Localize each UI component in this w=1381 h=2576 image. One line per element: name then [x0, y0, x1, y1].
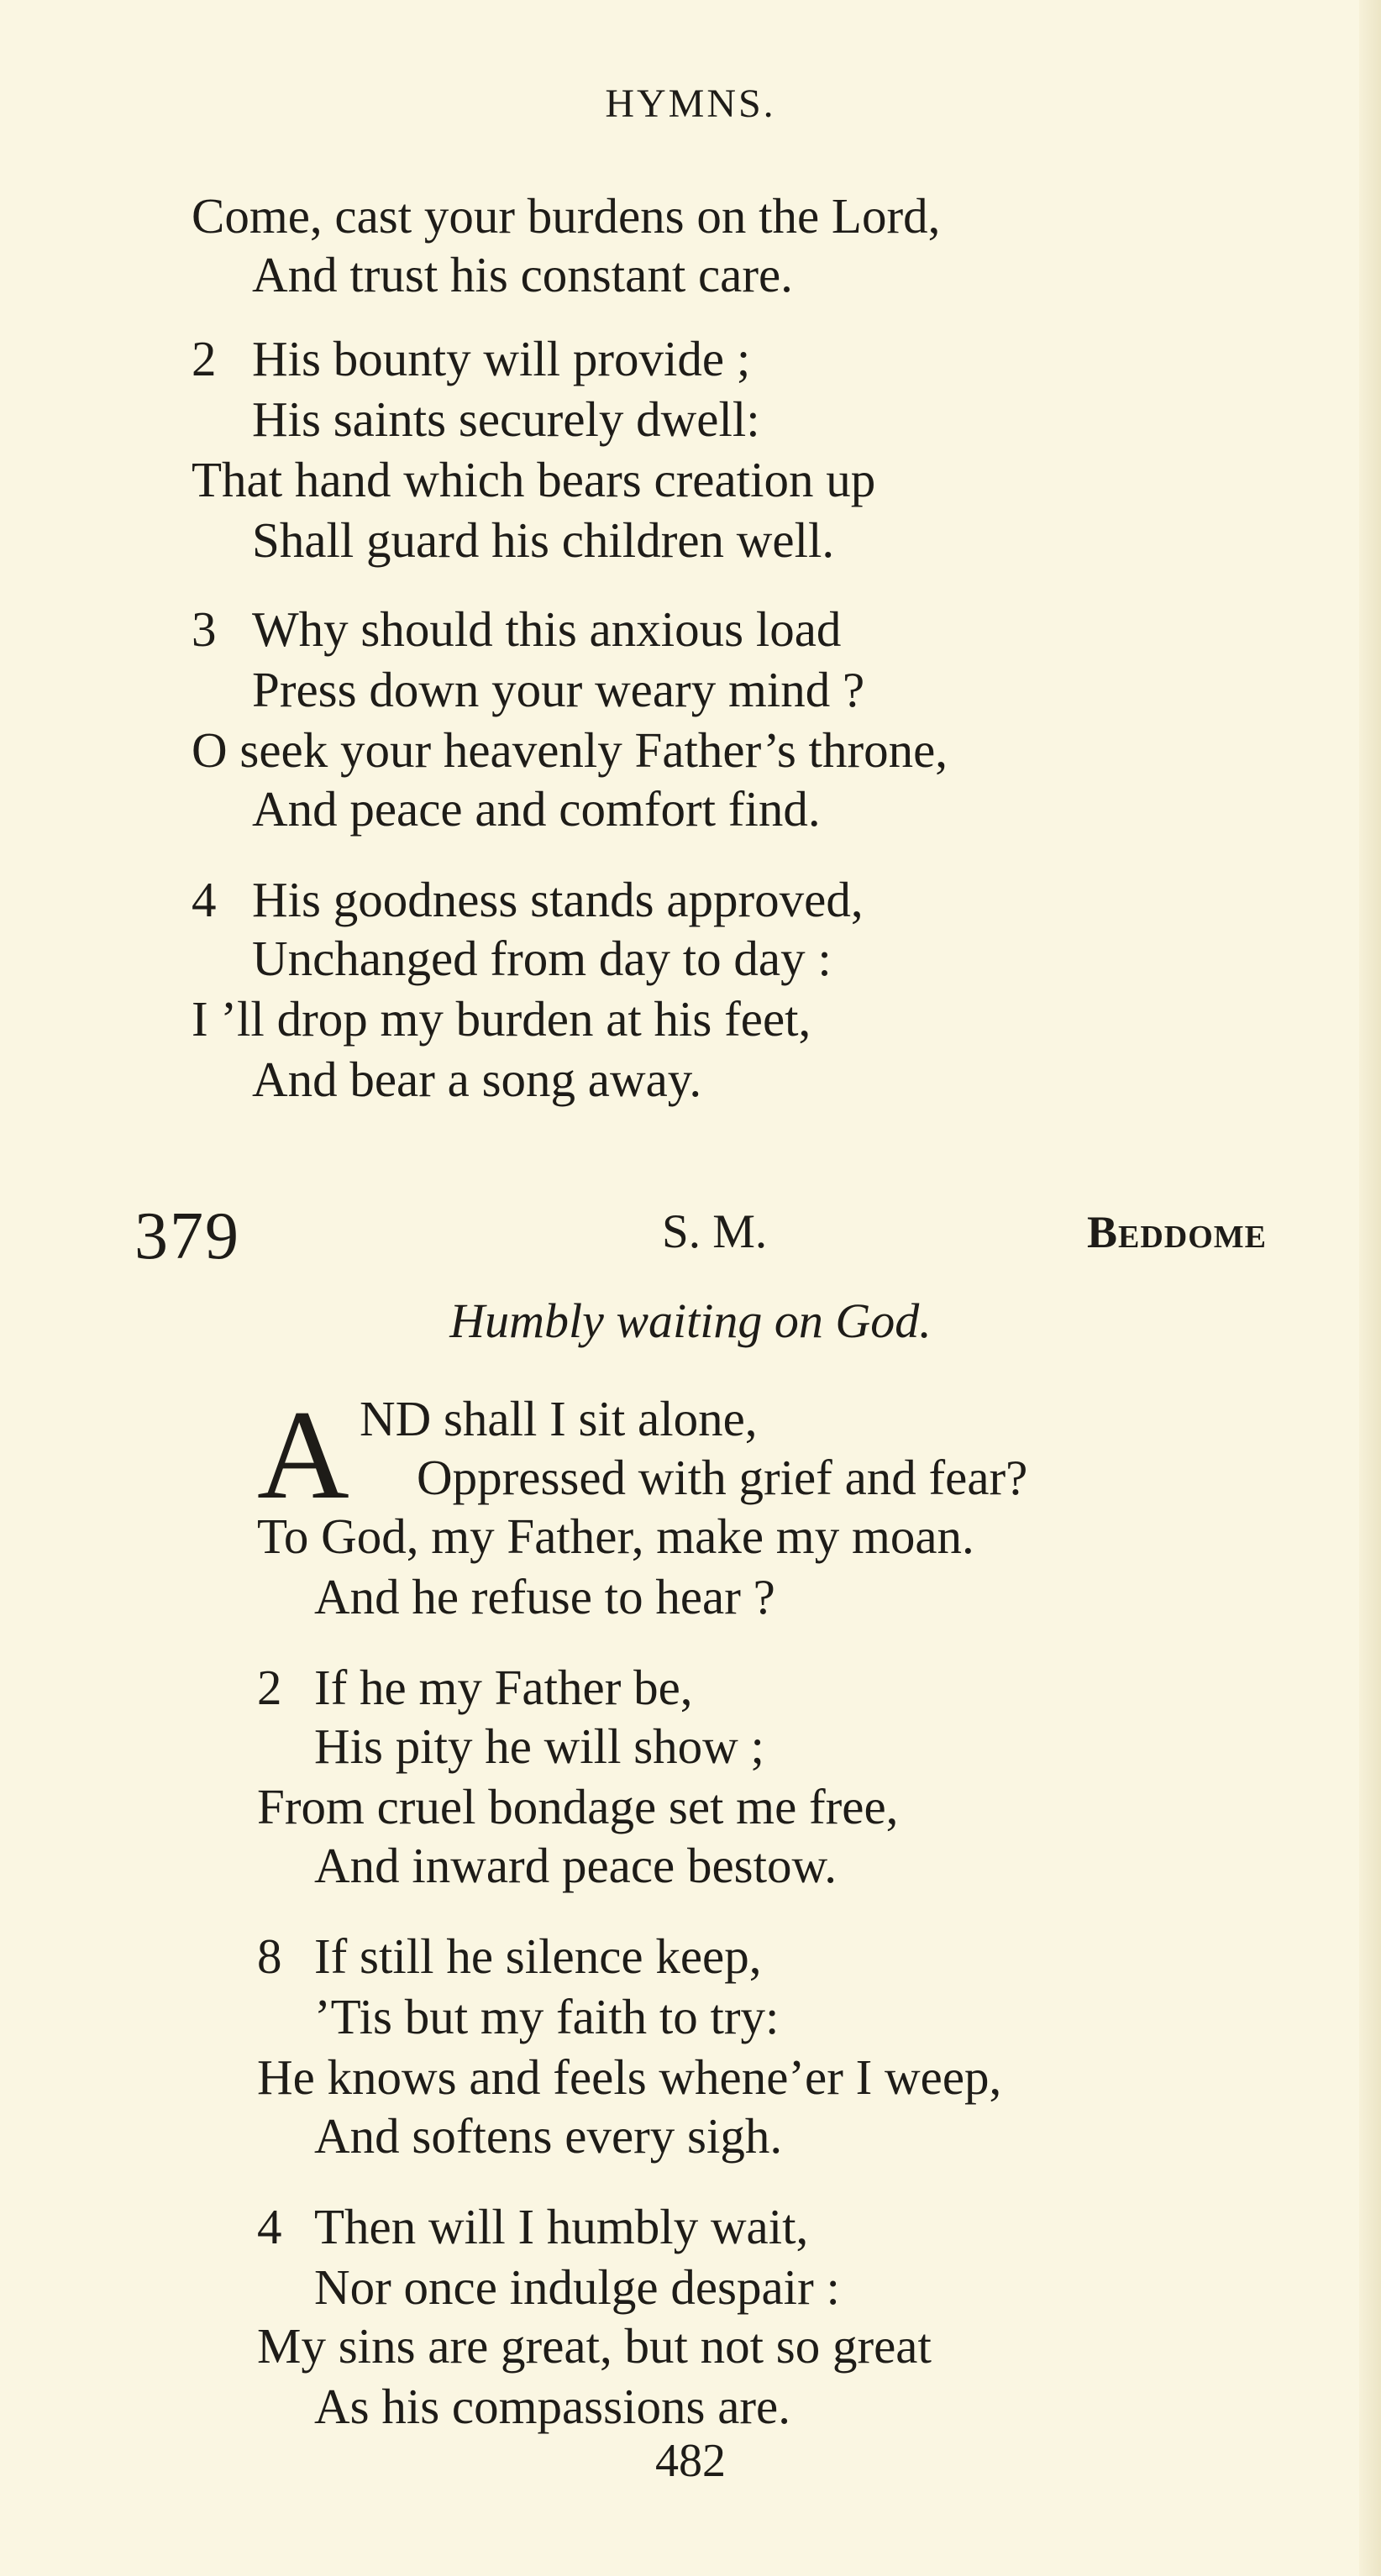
- drop-cap: A: [257, 1384, 349, 1525]
- stanza-number: 4: [257, 2199, 282, 2254]
- verse-line: To God, my Father, make my moan.: [257, 1508, 974, 1564]
- running-header: HYMNS.: [605, 81, 776, 126]
- verse-line: His saints securely dwell:: [252, 391, 760, 447]
- verse-line: And he refuse to hear ?: [314, 1569, 775, 1624]
- verse-line: My sins are great, but not so great: [257, 2318, 932, 2374]
- verse-line: Unchanged from day to day :: [252, 931, 832, 986]
- stanza-number: 3: [192, 601, 217, 657]
- verse-line: His pity he will show ;: [314, 1718, 764, 1774]
- verse-line: His goodness stands approved,: [252, 872, 864, 927]
- verse-line: O seek your heavenly Father’s throne,: [192, 722, 948, 778]
- stanza-number: 2: [192, 331, 217, 386]
- hymn-number: 379: [134, 1199, 240, 1273]
- verse-line: Press down your weary mind ?: [252, 662, 865, 717]
- verse-line: As his compassions are.: [314, 2379, 790, 2434]
- stanza-number: 2: [257, 1660, 282, 1715]
- verse-line: And bear a song away.: [252, 1052, 702, 1107]
- hymn-title: Humbly waiting on God.: [449, 1293, 932, 1348]
- verse-line: From cruel bondage set me free,: [257, 1779, 899, 1834]
- verse-line: ’Tis but my faith to try:: [314, 1989, 780, 2044]
- verse-line: Why should this anxious load: [252, 601, 842, 657]
- verse-line: If still he silence keep,: [314, 1928, 762, 1984]
- verse-line: And softens every sigh.: [314, 2108, 783, 2164]
- page-edge: [1359, 0, 1381, 2576]
- hymn-meter: S. M.: [662, 1205, 768, 1258]
- verse-line: If he my Father be,: [314, 1660, 693, 1715]
- verse-line: He knows and feels whene’er I weep,: [257, 2049, 1002, 2105]
- verse-line: Nor once indulge despair :: [314, 2259, 840, 2315]
- verse-line: And inward peace bestow.: [314, 1838, 838, 1893]
- stanza-number: 8: [257, 1928, 282, 1984]
- verse-line: And trust his constant care.: [252, 247, 793, 302]
- verse-line: And peace and comfort find.: [252, 781, 821, 837]
- stanza-number: 4: [192, 872, 217, 927]
- verse-line: Oppressed with grief and fear?: [417, 1450, 1028, 1505]
- hymn-tune-name: Beddome: [1087, 1207, 1268, 1257]
- page-number: 482: [655, 2435, 726, 2487]
- verse-line: Then will I humbly wait,: [314, 2199, 809, 2254]
- verse-line: I ’ll drop my burden at his feet,: [192, 991, 811, 1047]
- verse-line: Come, cast your burdens on the Lord,: [192, 188, 941, 244]
- verse-line: Shall guard his children well.: [252, 512, 835, 568]
- verse-line: ND shall I sit alone,: [360, 1391, 758, 1446]
- verse-line: His bounty will provide ;: [252, 331, 751, 386]
- verse-line: That hand which bears creation up: [192, 452, 876, 507]
